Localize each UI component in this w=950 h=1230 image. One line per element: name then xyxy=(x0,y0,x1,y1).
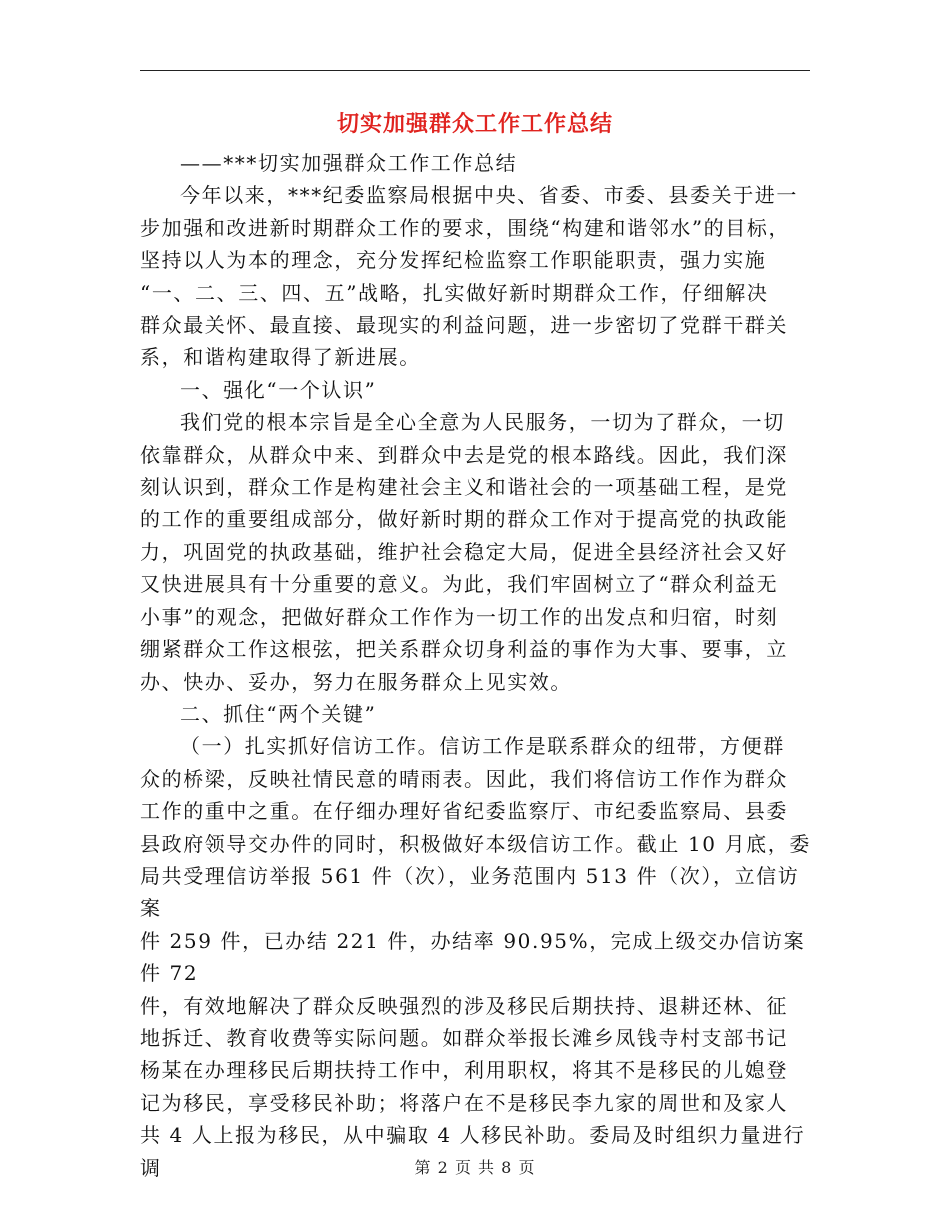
total-page-count: 8 xyxy=(501,1158,513,1177)
section-heading-2: 二、抓住“两个关键” xyxy=(180,701,377,726)
footer-page-unit: 页 xyxy=(454,1158,472,1177)
section-1-paragraph: 我们党的根本宗旨是全心全意为人民服务，一切为了群众，一切 依靠群众，从群众中来、到群众中去是党的根本路线。因此，我们深 刻认识到，群众工作是构建社会主义和谐社会的一项基础工程，是党 的工作的重要组成部分，做好新时期的群众工作对于提高党的执政能 力，巩固党的执政基础，维护社会稳定大局，促进全县经济社会又好 又快进展具有十分重要的意义。为此，我们牢固树立了“群众利益无 小事”的观念，把做好群众工作作为一切工作的出发点和归宿，时刻 绷紧群众工作这根弦，把关系群众切身利益的事作为大事、要事，立 办、快办、妥办，努力在服务群众上见实效。 xyxy=(140,410,788,694)
header-rule xyxy=(140,70,810,71)
section-2-paragraph: （一）扎实抓好信访工作。信访工作是联系群众的纽带，方便群 众的桥梁，反映社情民意的晴雨表。因此，我们将信访工作作为群众 工作的重中之重。在仔细办理好省纪委监察厅、市纪委监察局、县委 县政府领导交办件的同时，积极做好本级信访工作。截止 10 月底，委 局共受理信访举报 561 件（次），业务范围内 513 件（次），立信访案 件 259 件，已办结 221 件，办结率 90.95%，完成上级交办信访案件 72 件，有效地解决了群众反映强烈的涉及移民后期扶持、退耕还林、征 地拆迁、教育收费等实际问题。如群众举报长滩乡凤钱寺村支部书记 杨某在办理移民后期扶持工作中，利用职权，将其不是移民的儿媳登 记为移民，享受移民补助；将落户在不是移民李九家的周世和及家人 共 4 人上报为移民，从中骗取 4 人移民补助。委局及时组织力量进行调 xyxy=(140,734,811,1180)
footer-suffix: 页 xyxy=(518,1158,536,1177)
subtitle-line: ——***切实加强群众工作工作总结 xyxy=(180,151,518,175)
intro-paragraph: 今年以来，***纪委监察局根据中央、省委、市委、县委关于进一 步加强和改进新时期群众工作的要求，围绕“构建和谐邻水”的目标， 坚持以人为本的理念，充分发挥纪检监察工作职能职责，强力实施 “一、二、三、四、五”战略，扎实做好新时期群众工作，仔细解决 群众最关怀、最直接、最现实的利益问题，进一步密切了党群干群关 系，和谐构建取得了新进展。 xyxy=(140,183,798,370)
section-heading-1: 一、强化“一个认识” xyxy=(180,377,377,402)
footer-prefix: 第 xyxy=(414,1158,432,1177)
current-page-number: 2 xyxy=(437,1158,449,1177)
document-body xyxy=(140,147,812,1184)
page-footer xyxy=(0,1155,950,1178)
document-title: 切实加强群众工作工作总结 xyxy=(336,111,613,137)
footer-total-label: 共 xyxy=(478,1158,496,1177)
